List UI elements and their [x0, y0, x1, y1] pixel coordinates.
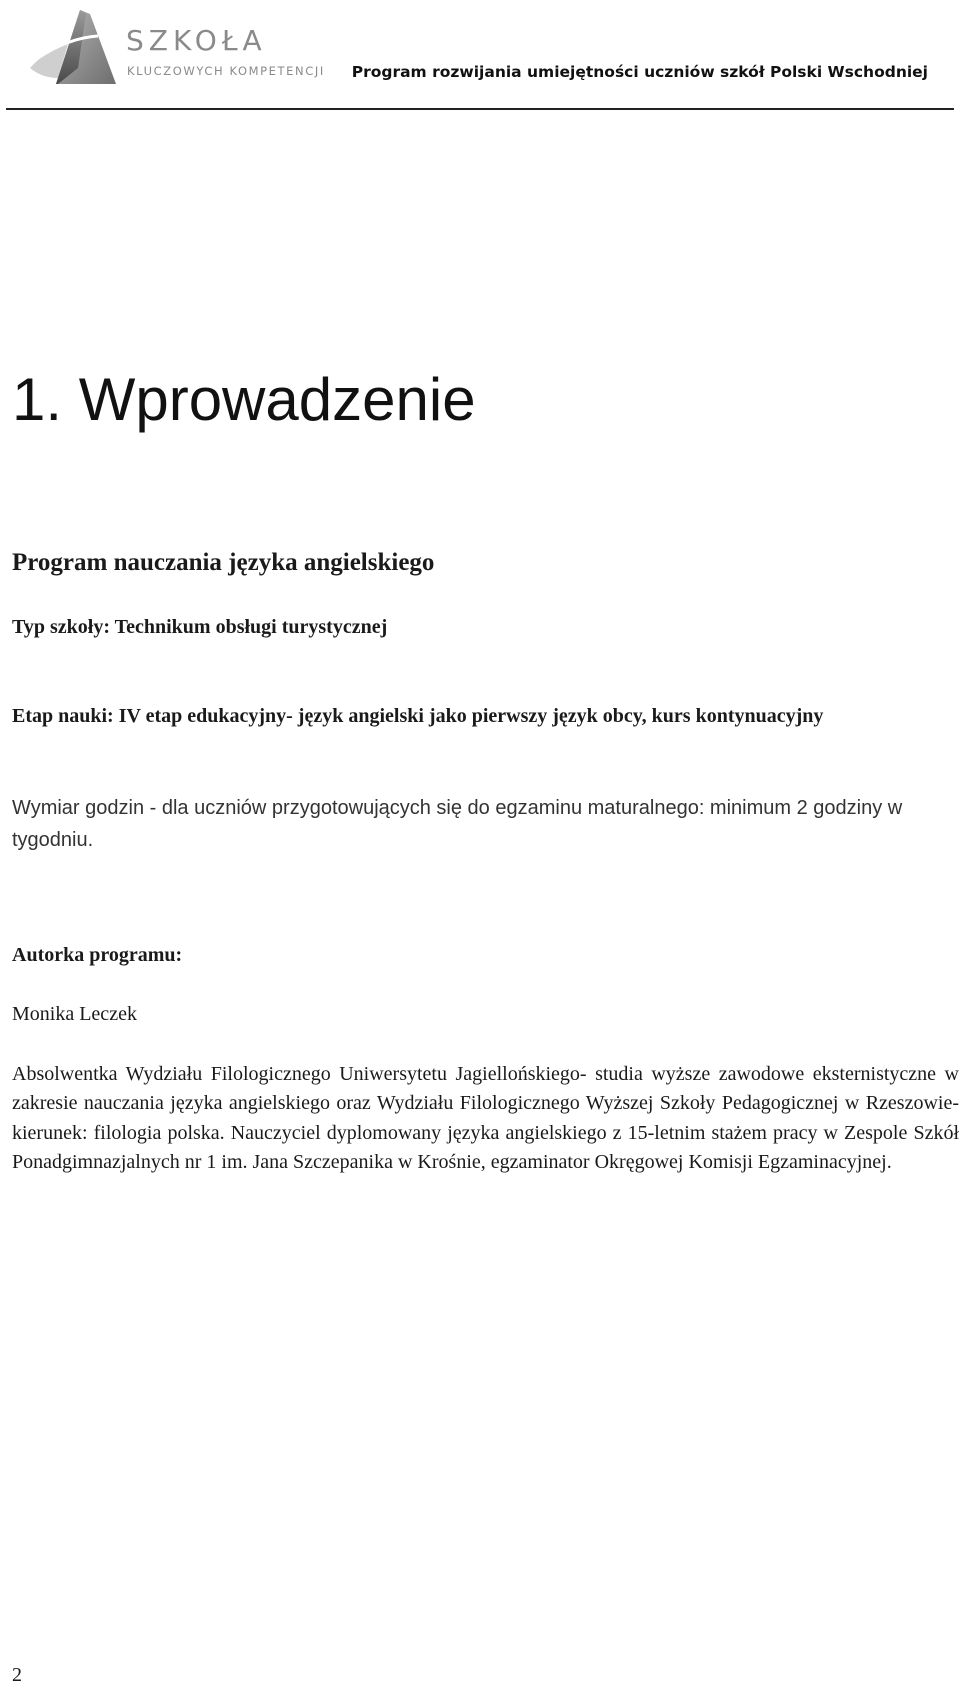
hours-info: Wymiar godzin - dla uczniów przygotowujących się do egzaminu maturalnego: minimum 2 godziny w tygodniu.	[12, 797, 903, 851]
author-label: Autorka programu:	[12, 944, 183, 966]
header-divider	[6, 108, 954, 110]
author-bio: Absolwentka Wydziału Filologicznego Uniwersytetu Jagiellońskiego- studia wyższe zawodowe eksternistyczne w zakresie nauczania języka angielskiego oraz Wydziału Filologicznego Wyższej Szkoły Pedagogicznej w Rzeszowie- kierunek: filologia polska. Nauczyciel dyplomowany języka angielskiego z 15-letnim stażem pracy w Zespole Szkół Ponadgimnazjalnych nr 1 im. Jana Szczepanika w Krośnie, egzaminator Okręgowej Komisji Egzaminacyjnej.	[12, 1063, 959, 1173]
program-title: Program rozwijania umiejętności uczniów szkół Polski Wschodniej	[351, 63, 928, 81]
mountain-logo-icon	[28, 8, 123, 88]
page-header	[0, 0, 960, 110]
author-name: Monika Leczek	[12, 1003, 137, 1025]
chapter-heading: 1. Wprowadzenie	[12, 366, 476, 433]
subject-title: Program nauczania języka angielskiego	[12, 549, 435, 576]
school-type: Typ szkoły: Technikum obsługi turystycznej	[12, 616, 388, 638]
logo	[28, 8, 348, 96]
logo-title: SZKOŁA	[126, 24, 267, 57]
logo-subtitle: KLUCZOWYCH KOMPETENCJI	[127, 64, 325, 78]
page-number: 2	[12, 1664, 22, 1686]
education-stage: Etap nauki: IV etap edukacyjny- język angielski jako pierwszy język obcy, kurs kontynuacyjny	[12, 705, 824, 727]
